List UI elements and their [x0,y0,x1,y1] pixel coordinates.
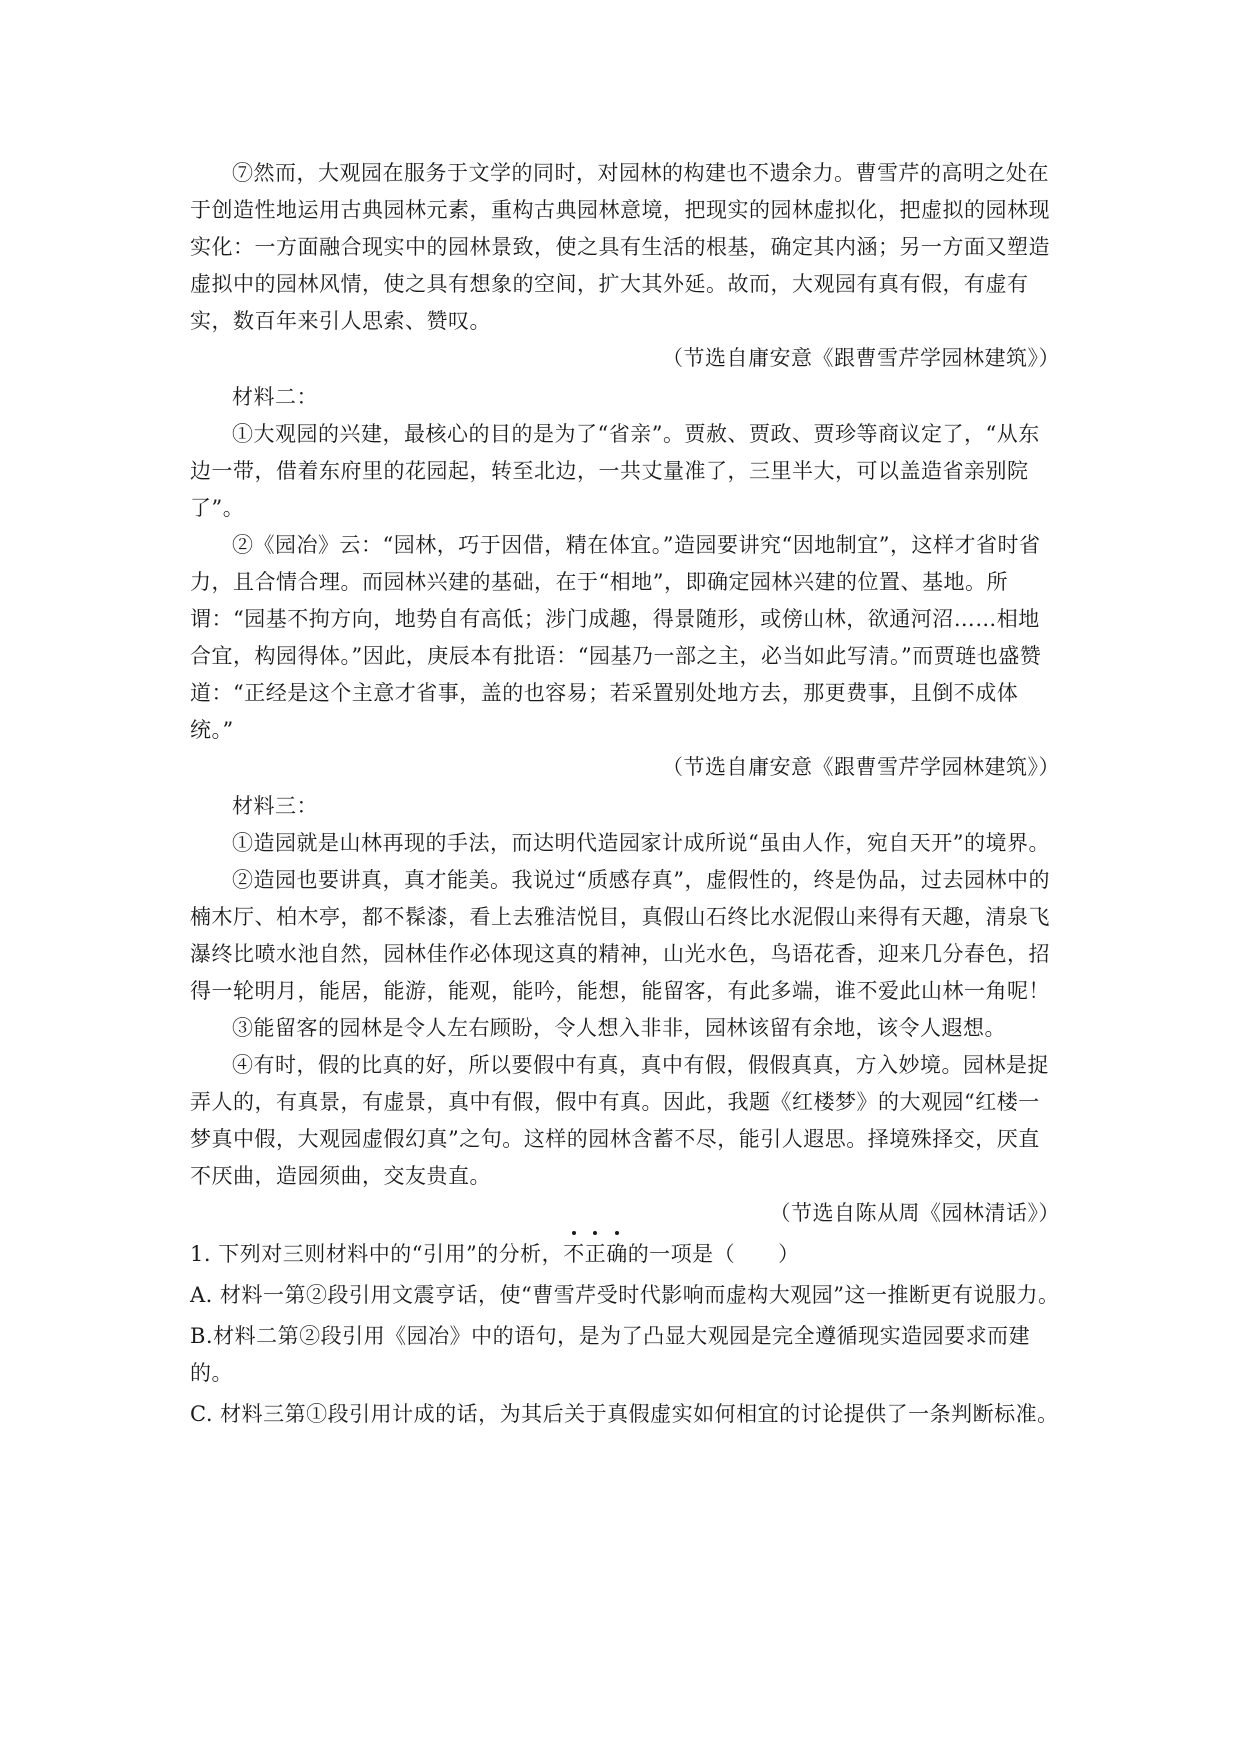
emphasis-char: 正 [585,1236,607,1273]
option-b: B.材料二第②段引用《园冶》中的语句，是为了凸显大观园是完全遵循现实造园要求而建的。 [190,1324,1031,1385]
question-1-stem [190,1236,1060,1273]
question-stem-before: 1. 下列对三则材料中的“引用”的分析， [190,1242,564,1266]
material1-paragraph-7: ⑦然而，大观园在服务于文学的同时，对园林的构建也不遗余力。曹雪芹的高明之处在于创造性地运用古典园林元素，重构古典园林意境，把现实的园林虚拟化，把虚拟的园林现实化：一方面融合现实中的园林景致，使之具有生活的根基，确定其内涵；另一方面又塑造虚拟中的园林风情，使之具有想象的空间，扩大其外延。故而，大观园有真有假，有虚有实，数百年来引人思索、赞叹。 [190,161,1050,333]
option-c: C. 材料三第①段引用计成的话，为其后关于真假虚实如何相宜的讨论提供了一条判断标准。 [190,1402,1059,1426]
question-stem-after: 的一项是（ ） [627,1242,800,1266]
material2-source: （节选自庸安意《跟曹雪芹学园林建筑》） [662,755,1060,779]
material2-paragraph-1: ①大观园的兴建，最核心的目的是为了“省亲”。贾赦、贾政、贾珍等商议定了，“从东边一带，借着东府里的花园起，转至北边，一共丈量准了，三里半大，可以盖造省亲别院了”。 [190,422,1040,520]
option-a: A. 材料一第②段引用文震亨话，使“曹雪芹受时代影响而虚构大观园”这一推断更有说服力。 [190,1283,1060,1307]
document-body [190,155,1060,1433]
material3-heading: 材料三： [232,794,318,818]
material2-heading: 材料二： [232,385,318,409]
emphasis-char: 不 [563,1236,585,1273]
material3-paragraph-4: ④有时，假的比真的好，所以要假中有真，真中有假，假假真真，方入妙境。园林是捉弄人的，有真景，有虚景，真中有假，假中有真。因此，我题《红楼梦》的大观园“红楼一梦真中假，大观园虚假幻真”之句。这样的园林含蓄不尽，能引人遐思。择境殊择交，厌直不厌曲，造园须曲，交友贵直。 [190,1053,1049,1188]
material3-paragraph-1: ①造园就是山林再现的手法，而达明代造园家计成所说“虽由人作，宛自天开”的境界。 [232,831,1050,855]
material3-paragraph-3: ③能留客的园林是令人左右顾盼，令人想入非非，园林该留有余地，该令人遐想。 [232,1016,1006,1040]
material3-source: （节选自陈从周《园林清话》） [769,1201,1060,1225]
material2-paragraph-2: ②《园冶》云：“园林，巧于因借，精在体宜。”造园要讲究“因地制宜”，这样才省时省力，且合情合理。而园林兴建的基础，在于“相地”，即确定园林兴建的位置、基地。所谓：“园基不拘方向，地势自有高低；涉门成趣，得景随形，或傍山林，欲通河沼……相地合宜，构园得体。”因此，庚辰本有批语：“园基乃一部之主，必当如此写清。”而贾琏也盛赞道：“正经是这个主意才省事，盖的也容易；若采置别处地方去，那更费事，且倒不成体统。” [190,533,1042,742]
material1-source: （节选自庸安意《跟曹雪芹学园林建筑》） [662,346,1060,370]
material3-paragraph-2: ②造园也要讲真，真才能美。我说过“质感存真”，虚假性的，终是伪品，过去园林中的楠木厅、柏木亭，都不髹漆，看上去雅洁悦目，真假山石终比水泥假山来得有天趣，清泉飞瀑终比喷水池自然，园林佳作必体现这真的精神，山光水色，鸟语花香，迎来几分春色，招得一轮明月，能居，能游，能观，能吟，能想，能留客，有此多端，谁不爱此山林一角呢！ [190,868,1050,1003]
emphasis-char: 确 [606,1236,628,1273]
